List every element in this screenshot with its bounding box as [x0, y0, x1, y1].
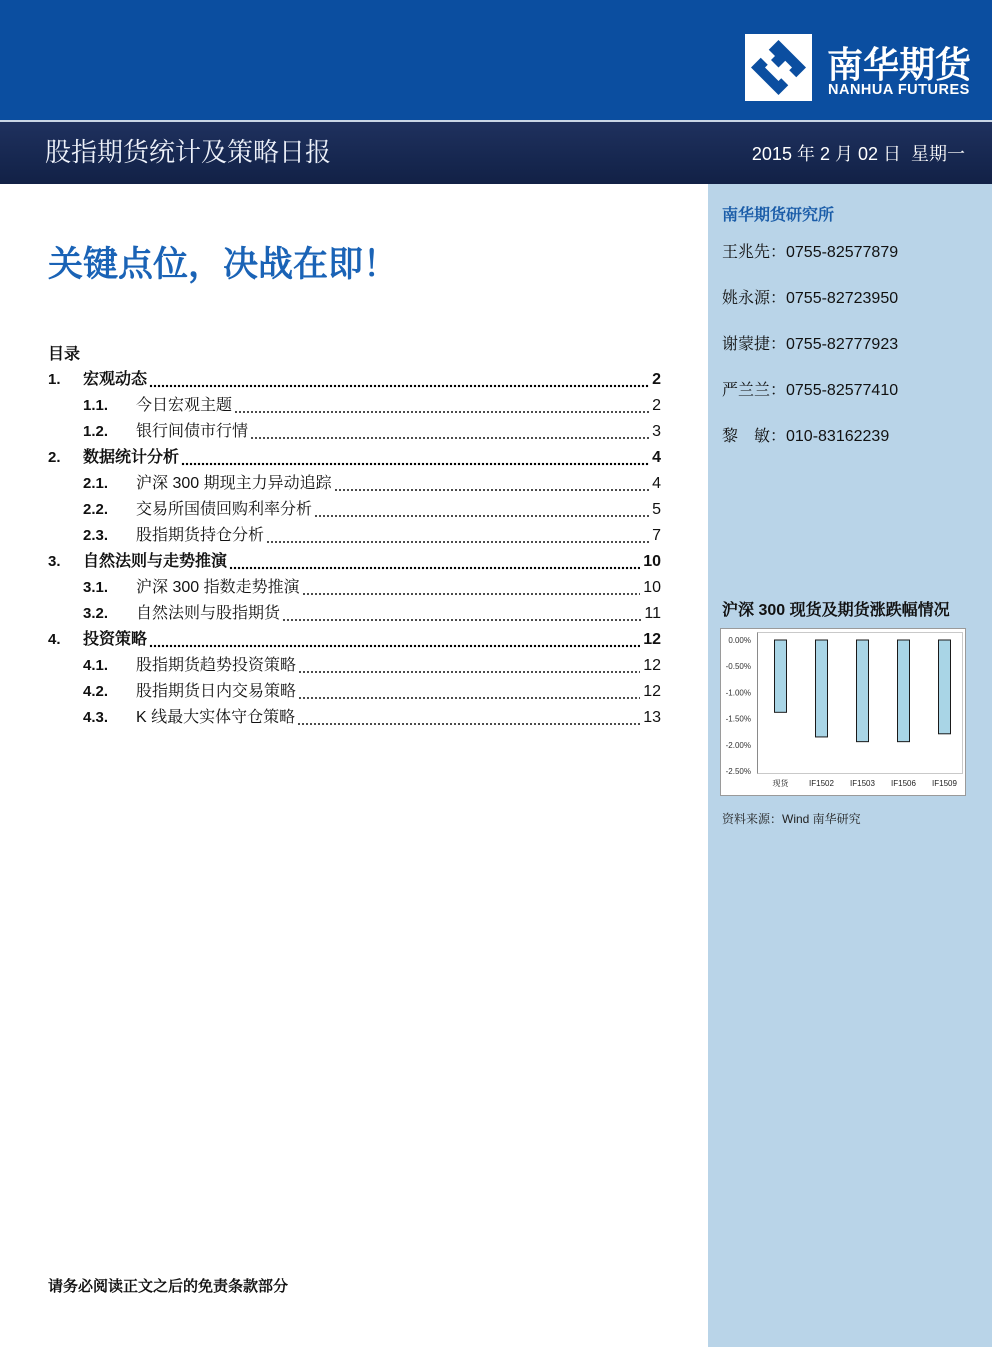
- toc-leader-dots: [297, 705, 640, 731]
- toc-entry-number: 3.: [48, 553, 61, 570]
- toc-entry-title: 自然法则与走势推演: [83, 553, 228, 570]
- toc-entry-title: 股指期货持仓分析: [136, 527, 265, 544]
- bar-2: [816, 640, 828, 737]
- toc-entry-number: 1.2.: [83, 423, 109, 440]
- toc-entry-title: 交易所国债回购利率分析: [136, 501, 313, 518]
- toc-entry-number: 4.1.: [83, 657, 109, 674]
- analyst-contact: 姚永源：0755-82723950: [722, 290, 899, 307]
- toc-subsection-3-2[interactable]: [48, 601, 661, 627]
- toc-leader-dots: [282, 601, 641, 627]
- toc-subsection-1-1[interactable]: [48, 393, 661, 419]
- research-institute-name: 南华期货研究所: [722, 207, 835, 224]
- y-tick-label: -1.00%: [725, 688, 751, 698]
- toc-heading: 目录: [48, 346, 81, 363]
- toc-entry-number: 2.2.: [83, 501, 109, 518]
- logo-name-en: NANHUA FUTURES: [828, 82, 970, 98]
- x-category-label: IF1506: [891, 779, 916, 788]
- toc-subsection-1-2[interactable]: [48, 419, 661, 445]
- logo-name-cn: 南华期货: [827, 44, 972, 85]
- toc-leader-dots: [229, 549, 640, 575]
- toc-subsection-4-2[interactable]: [48, 679, 661, 705]
- toc-entry-number: 3.2.: [83, 605, 109, 622]
- toc-entry-page: 4: [652, 475, 661, 492]
- toc-entry-title: K 线最大实体守仓策略: [136, 709, 296, 726]
- table-of-contents: [48, 367, 661, 731]
- x-category-label: 现货: [772, 779, 789, 788]
- toc-entry-title: 沪深 300 期现主力异动追踪: [136, 475, 332, 492]
- toc-entry-page: 13: [643, 709, 661, 726]
- toc-entry-page: 2: [652, 371, 661, 388]
- analyst-contact: 黎 敏：010-83162239: [722, 428, 890, 445]
- chart-source-note: 资料来源：Wind 南华研究: [722, 812, 861, 826]
- toc-entry-page: 5: [652, 501, 661, 518]
- toc-entry-page: 11: [644, 605, 661, 622]
- toc-entry-page: 10: [643, 579, 661, 596]
- toc-entry-title: 银行间债市行情: [136, 423, 249, 440]
- analyst-contact: 王兆先：0755-82577879: [722, 244, 899, 261]
- toc-entry-title: 数据统计分析: [83, 449, 180, 466]
- toc-entry-number: 4.: [48, 631, 61, 648]
- toc-leader-dots: [250, 419, 649, 445]
- toc-entry-title: 投资策略: [83, 631, 148, 648]
- toc-leader-dots: [181, 445, 649, 471]
- toc-entry-number: 2.: [48, 449, 61, 466]
- toc-entry-page: 7: [652, 527, 661, 544]
- toc-section-1[interactable]: [48, 367, 661, 393]
- x-category-label: IF1502: [809, 779, 834, 788]
- bar-3: [857, 640, 869, 742]
- toc-leader-dots: [234, 393, 649, 419]
- analyst-contact: 严兰兰：0755-82577410: [722, 382, 899, 399]
- toc-entry-title: 自然法则与股指期货: [136, 605, 281, 622]
- toc-entry-title: 股指期货日内交易策略: [136, 683, 297, 700]
- toc-entry-title: 宏观动态: [83, 371, 148, 388]
- report-date: 2015 年 2 月 02 日 星期一: [751, 144, 965, 164]
- toc-section-2[interactable]: [48, 445, 661, 471]
- toc-entry-page: 12: [643, 631, 661, 648]
- analyst-contact: 谢蒙捷：0755-82777923: [722, 336, 899, 353]
- toc-leader-dots: [314, 497, 649, 523]
- toc-section-4[interactable]: [48, 627, 661, 653]
- y-tick-label: -1.50%: [725, 714, 751, 724]
- bar-4: [898, 640, 910, 742]
- toc-entry-page: 12: [643, 683, 661, 700]
- toc-subsection-2-3[interactable]: [48, 523, 661, 549]
- toc-entry-number: 4.2.: [83, 683, 109, 700]
- toc-leader-dots: [302, 575, 641, 601]
- toc-entry-page: 2: [652, 397, 661, 414]
- toc-entry-number: 3.1.: [83, 579, 109, 596]
- toc-entry-page: 10: [643, 553, 661, 570]
- toc-subsection-3-1[interactable]: [48, 575, 661, 601]
- toc-entry-page: 3: [652, 423, 661, 440]
- toc-entry-title: 今日宏观主题: [136, 397, 233, 414]
- change-bar-chart: [720, 628, 966, 796]
- toc-subsection-2-1[interactable]: [48, 471, 661, 497]
- toc-leader-dots: [149, 627, 640, 653]
- report-series-title: 股指期货统计及策略日报: [45, 137, 332, 167]
- toc-entry-number: 2.1.: [83, 475, 109, 492]
- toc-entry-title: 股指期货趋势投资策略: [136, 657, 297, 674]
- toc-leader-dots: [334, 471, 650, 497]
- toc-leader-dots: [266, 523, 649, 549]
- toc-subsection-4-3[interactable]: [48, 705, 661, 731]
- x-category-label: IF1509: [932, 779, 957, 788]
- toc-entry-number: 2.3.: [83, 527, 109, 544]
- toc-entry-number: 1.1.: [83, 397, 109, 414]
- chart-title: 沪深 300 现货及期货涨跌幅情况: [722, 602, 950, 619]
- toc-entry-number: 1.: [48, 371, 61, 388]
- y-tick-label: 0.00%: [728, 636, 751, 645]
- nanhua-logo-icon: [745, 34, 812, 101]
- toc-subsection-4-1[interactable]: [48, 653, 661, 679]
- toc-section-3[interactable]: [48, 549, 661, 575]
- toc-leader-dots: [298, 653, 640, 679]
- y-tick-label: -2.00%: [725, 740, 751, 750]
- bar-5: [939, 640, 951, 734]
- y-tick-label: -2.50%: [725, 767, 751, 776]
- toc-entry-page: 12: [643, 657, 661, 674]
- disclaimer-notice: 请务必阅读正文之后的免责条款部分: [48, 1278, 289, 1295]
- y-tick-label: -0.50%: [725, 662, 751, 672]
- toc-leader-dots: [149, 367, 649, 393]
- toc-leader-dots: [298, 679, 640, 705]
- x-category-label: IF1503: [850, 779, 875, 788]
- toc-entry-page: 4: [652, 449, 661, 466]
- toc-entry-title: 沪深 300 指数走势推演: [136, 579, 300, 596]
- toc-entry-number: 4.3.: [83, 709, 109, 726]
- report-headline: 关键点位，决战在即！: [48, 245, 399, 284]
- bar-1: [775, 640, 787, 712]
- toc-subsection-2-2[interactable]: [48, 497, 661, 523]
